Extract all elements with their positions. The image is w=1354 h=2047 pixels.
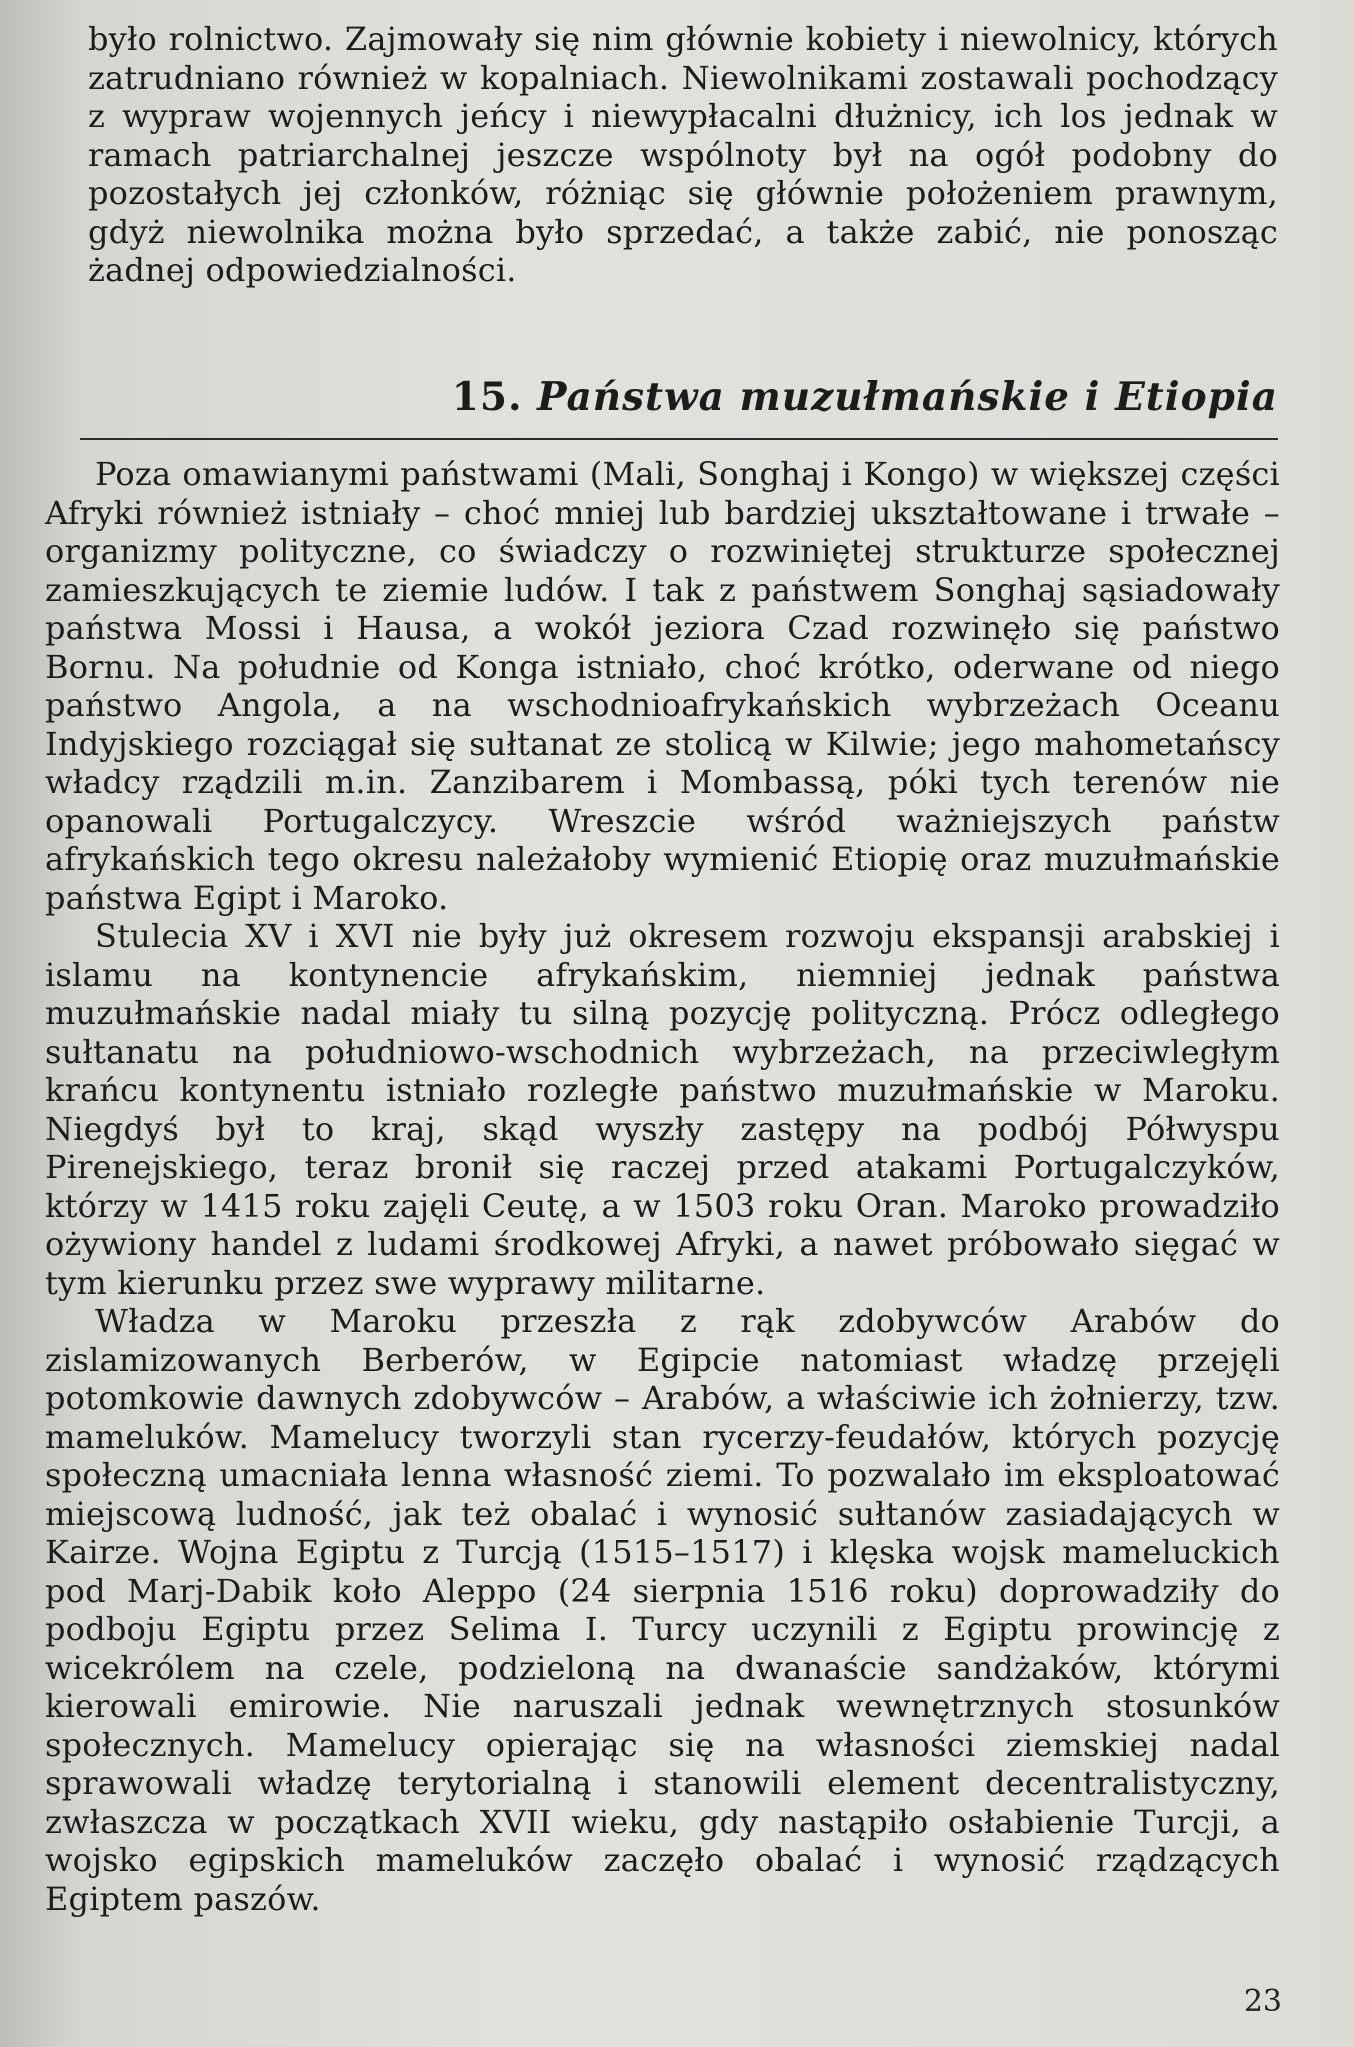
section-heading-text <box>452 374 1278 420</box>
text-block-top <box>88 20 1278 290</box>
paragraph-3: Władza w Maroku przeszła z rąk zdobywców Arabów do zislamizowanych Berberów, w Egipcie natomiast władzę przejęli potomkowie dawnych zdobywców – Arabów, a właściwie ich żołnierzy, tzw. mameluków. Mamelucy tworzyli stan rycerzy-feudałów, których pozycję społeczną umacniała lenna własność ziemi. To pozwalało im eksploatować miejscową ludność, jak też obalać i wynosić sułtanów zasiadających w Kairze. Wojna Egiptu z Turcją (1515–1517) i klęska wojsk mameluckich pod Marj-Dabik koło Aleppo (24 sierpnia 1516 roku) doprowadziły do podboju Egiptu przez Selima I. Turcy uczynili z Egiptu prowincję z wicekrólem na czele, podzieloną na dwanaście sandżaków, którymi kierowali emirowie. Nie naruszali jednak wewnętrznych stosunków społecznych. Mamelucy opierając się na własności ziemskiej nadal sprawowali władzę terytorialną i stanowili element decentralistyczny, zwłaszcza w początkach XVII wieku, gdy nastąpiło osłabienie Turcji, a wojsko egipskich mameluków zaczęło obalać i wynosić rządzących Egiptem paszów. <box>45 1302 1280 1918</box>
section-title: Państwa muzułmańskie i Etiopia <box>537 374 1278 420</box>
heading-divider <box>80 438 1278 440</box>
text-block-main <box>45 455 1280 1918</box>
section-number: 15. <box>451 374 523 420</box>
paragraph-continued: było rolnictwo. Zajmowały się nim głównie kobiety i niewolnicy, których zatrudniano również w kopalniach. Niewolnikami zostawali pochodzący z wypraw wojennych jeńcy i niewypłacalni dłużnicy, ich los jednak w ramach patriarchalnej jeszcze wspólnoty był na ogół podobny do pozostałych jej członków, różniąc się głównie położeniem prawnym, gdyż niewolnika można było sprzedać, a także zabić, nie ponosząc żadnej odpowiedzialności. <box>88 20 1278 289</box>
page-number: 23 <box>1243 1984 1282 2019</box>
paragraph-1: Poza omawianymi państwami (Mali, Songhaj i Kongo) w większej części Afryki również istniały – choć mniej lub bardziej ukształtowane i trwałe – organizmy polityczne, co świadczy o rozwiniętej strukturze społecznej zamieszkujących te ziemie ludów. I tak z państwem Songhaj sąsiadowały państwa Mossi i Hausa, a wokół jeziora Czad rozwinęło się państwo Bornu. Na południe od Konga istniało, choć krótko, oderwane od niego państwo Angola, a na wschodnioafrykańskich wybrzeżach Oceanu Indyjskiego rozciągał się sułtanat ze stolicą w Kilwie; jego mahometańscy władcy rządzili m.in. Zanzibarem i Mombassą, póki tych terenów nie opanowali Portugalczycy. Wreszcie wśród ważniejszych państw afrykańskich tego okresu należałoby wymienić Etiopię oraz muzułmańskie państwa Egipt i Maroko. <box>45 455 1280 917</box>
section-heading <box>80 362 1278 440</box>
paragraph-2: Stulecia XV i XVI nie były już okresem rozwoju ekspansji arabskiej i islamu na kontynencie afrykańskim, niemniej jednak państwa muzułmańskie nadal miały tu silną pozycję polityczną. Prócz odległego sułtanatu na południowo-wschodnich wybrzeżach, na przeciwległym krańcu kontynentu istniało rozległe państwo muzułmańskie w Maroku. Niegdyś był to kraj, skąd wyszły zastępy na podbój Półwyspu Pirenejskiego, teraz bronił się raczej przed atakami Portugalczyków, którzy w 1415 roku zajęli Ceutę, a w 1503 roku Oran. Maroko prowadziło ożywiony handel z ludami środkowej Afryki, a nawet próbowało sięgać w tym kierunku przez swe wyprawy militarne. <box>45 917 1280 1302</box>
